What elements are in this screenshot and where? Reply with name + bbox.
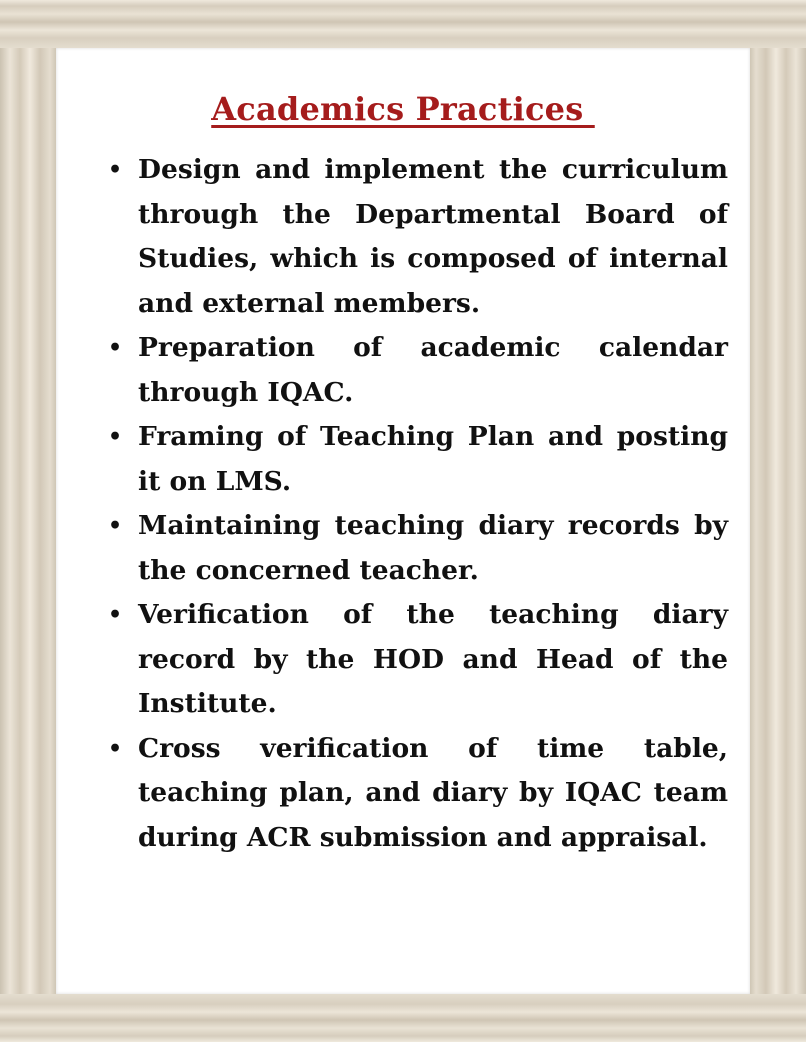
- practices-list: [108, 148, 728, 860]
- list-item: [108, 326, 728, 415]
- bullet-icon: •: [108, 424, 123, 450]
- list-item-text: Maintaining teaching diary records by the concerned teacher.: [138, 510, 728, 586]
- list-item-text: Preparation of academic calendar through IQAC.: [138, 332, 728, 408]
- list-item-text: Verification of the teaching diary record by the HOD and Head of the Institute.: [138, 599, 728, 719]
- list-item: [108, 593, 728, 727]
- frame-right-edge: [750, 0, 806, 1042]
- frame-top-edge: [0, 0, 806, 48]
- page-title: Academics Practices: [211, 90, 595, 128]
- list-item-text: Design and implement the curriculum through the Departmental Board of Studies, which is composed of internal and external members.: [138, 154, 728, 319]
- list-item-text: Framing of Teaching Plan and posting it on LMS.: [138, 421, 728, 497]
- frame-left-edge: [0, 0, 56, 1042]
- list-item: [108, 148, 728, 326]
- list-item: [108, 504, 728, 593]
- bullet-icon: •: [108, 513, 123, 539]
- bullet-icon: •: [108, 157, 123, 183]
- bullet-icon: •: [108, 602, 123, 628]
- frame-bottom-edge: [0, 994, 806, 1042]
- content-panel: [56, 48, 750, 994]
- bullet-icon: •: [108, 335, 123, 361]
- list-item-text: Cross verification of time table, teaching plan, and diary by IQAC team during ACR submission and appraisal.: [138, 732, 728, 853]
- list-item: [108, 727, 728, 861]
- list-item: [108, 415, 728, 504]
- bullet-icon: •: [108, 735, 123, 762]
